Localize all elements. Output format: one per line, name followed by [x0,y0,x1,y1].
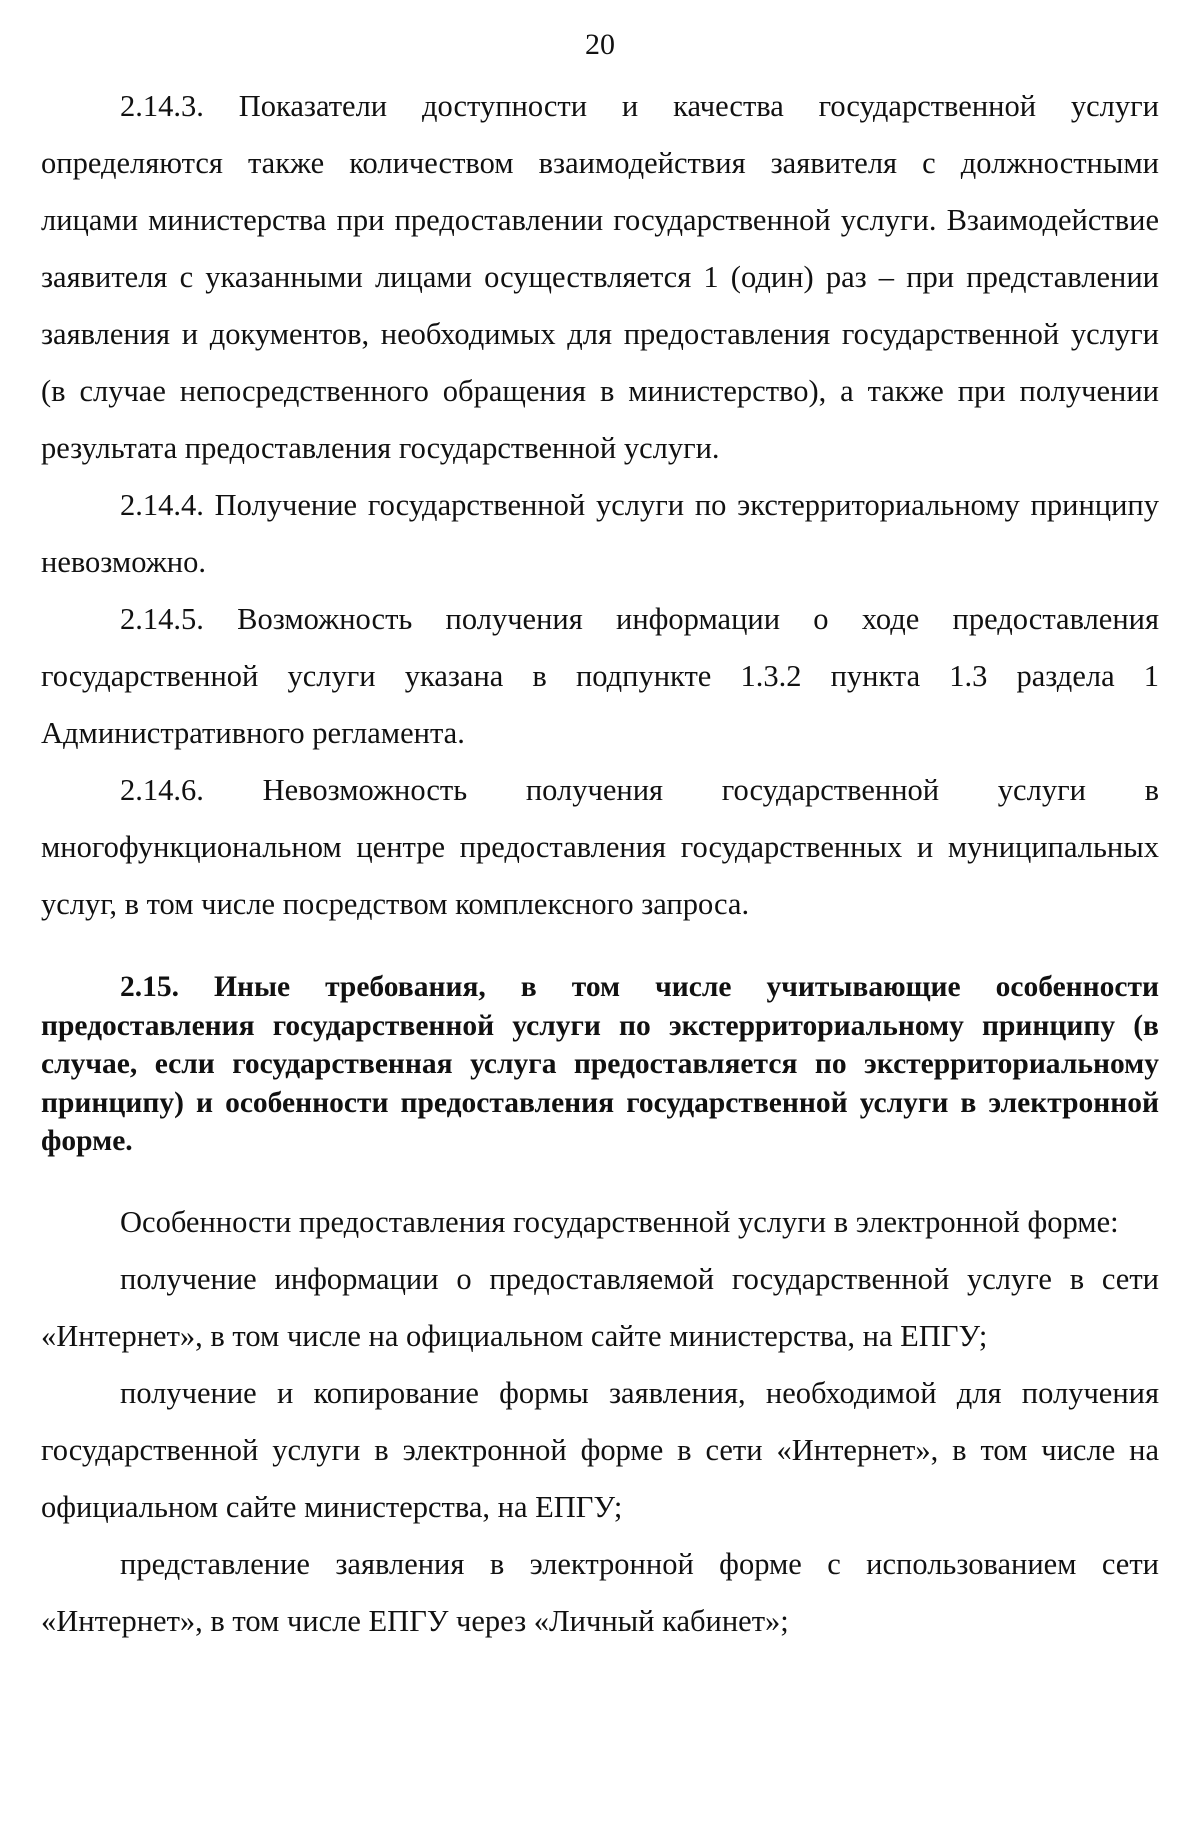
list-item: получение информации о предоставляемой государственной услуге в сети «Интернет», в том числе на официальном сайте министерства, на ЕПГУ; [41,1261,1159,1353]
page-number: 20 [585,28,615,61]
paragraph-2-14-4: 2.14.4. Получение государственной услуги по экстерриториальному принципу невозможно. [41,488,1159,579]
paragraph-2-14-5: 2.14.5. Возможность получения информации о ходе предоставления государственной услуги указана в подпункте 1.3.2 пункта 1.3 раздела 1 Административного регламента. [41,602,1159,750]
list-item: получение и копирование формы заявления, необходимой для получения государственной услуги в электронной форме в сети «Интернет», в том числе на официальном сайте министерства, на ЕПГУ; [41,1375,1159,1524]
paragraph-2-14-6: 2.14.6. Невозможность получения государственной услуги в многофункциональном центре предоставления государственных и муниципальных услуг, в том числе посредством комплексного запроса. [41,773,1159,921]
paragraph-2-14-3: 2.14.3. Показатели доступности и качества государственной услуги определяются также количеством взаимодействия заявителя с должностными лицами министерства при предоставлении государственной услуги. Взаимодействие заявителя с указанными лицами осуществляется 1 (один) раз – при представлении заявления и документов, необходимых для предоставления государственной услуги (в случае непосредственного обращения в министерство), а также при получении результата предоставления государственной услуги. [41,89,1159,465]
section-intro: Особенности предоставления государственной услуги в электронной форме: [120,1204,1119,1239]
section-heading-2-15: 2.15. Иные требования, в том числе учитывающие особенности предоставления государственной услуги по экстерриториальному принципу (в случае, если государственная услуга предоставляется по экстерриториальному принципу) и особенности предоставления государственной услуги в электронной форме. [41,971,1159,1157]
document-body [41,78,1159,1650]
list-item: представление заявления в электронной форме с использованием сети «Интернет», в том числе ЕПГУ через «Личный кабинет»; [41,1546,1159,1638]
